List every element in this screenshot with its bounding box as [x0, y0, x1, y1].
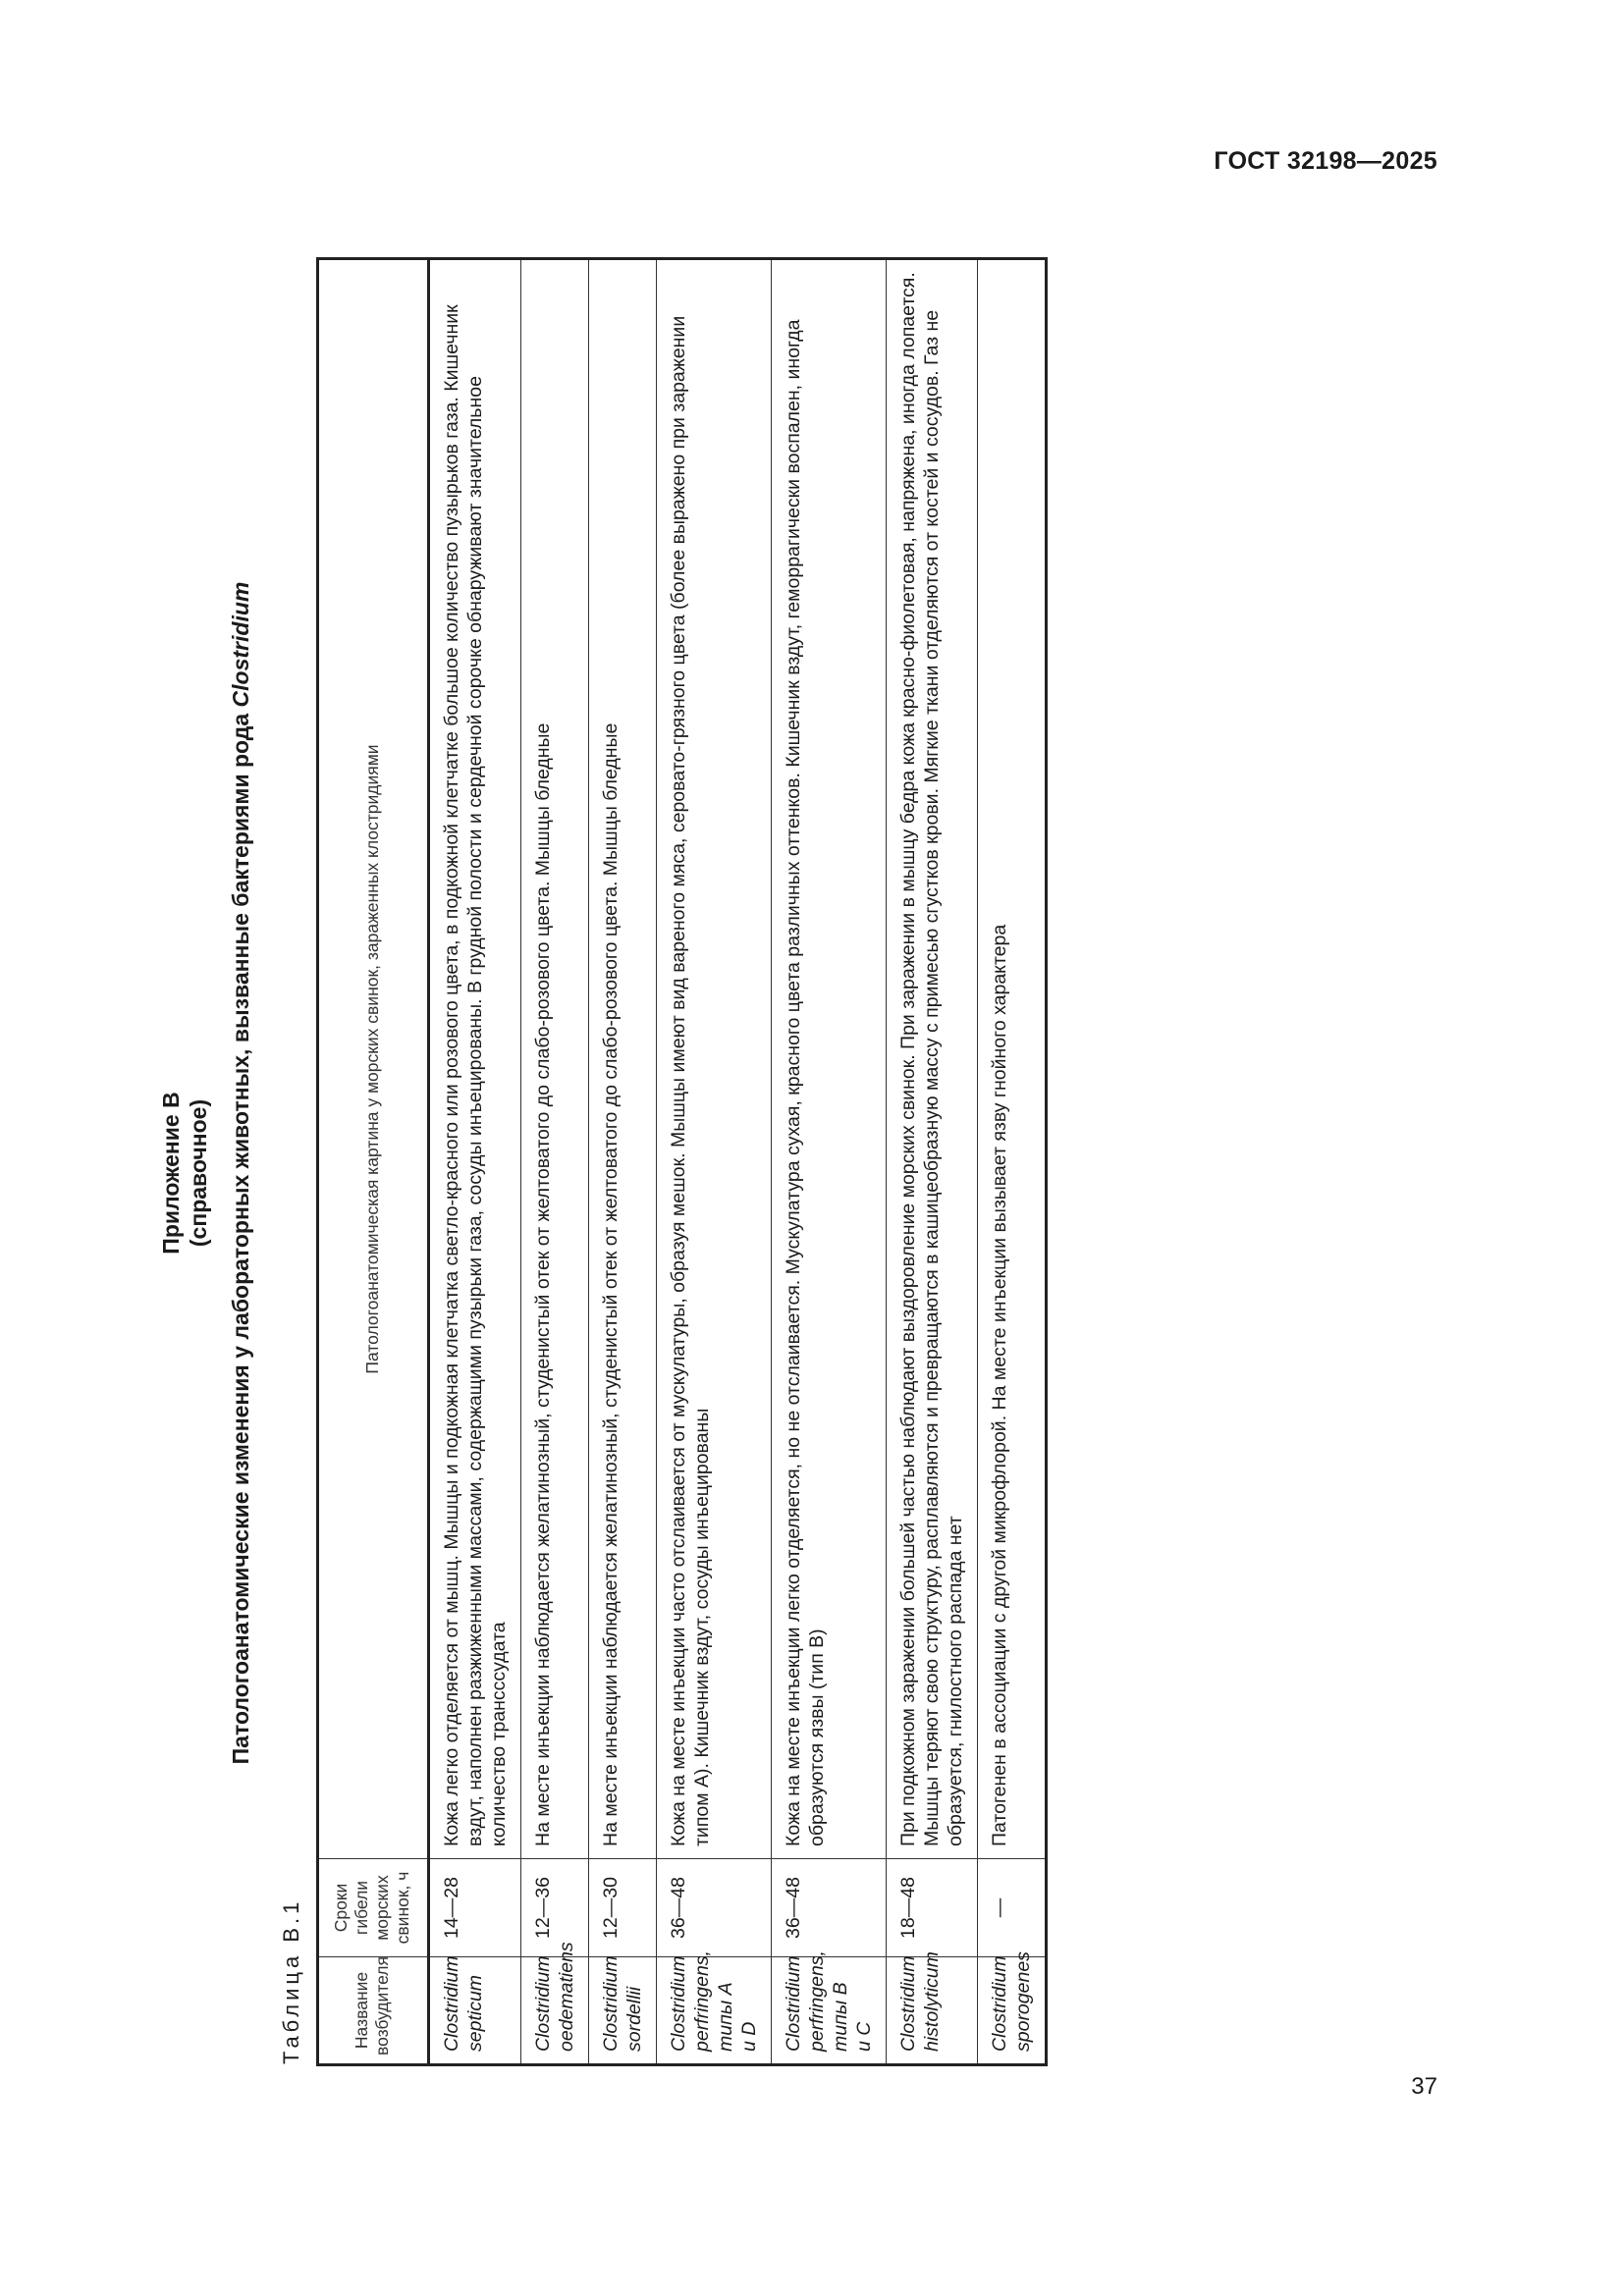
document-code: ГОСТ 32198—2025	[1214, 147, 1437, 175]
table-row	[887, 259, 978, 2065]
pathogen-cell: Clostridium septicum	[429, 1957, 521, 2065]
hours-cell: 18—48	[887, 1859, 978, 1957]
pathogen-cell: Clostridium histolyticum	[887, 1957, 978, 2065]
hours-cell: 36—48	[657, 1859, 772, 1957]
header-pathology: Патологоанатомическая картина у морских свинок, зараженных клостридиями	[318, 259, 429, 1859]
description-cell: Кожа легко отделяется от мышц. Мышцы и подкожная клетчатка светло-красного или розового цвета, в подкожной клетчатке большое количество пузырьков газа. Кишечник вздут, наполнен разжиженными массами, содержащими пузырьки газа, сосуды инъецированы. В грудной полости и сердечной сорочке обнаруживают значительное количество трансссудата	[429, 259, 521, 1859]
rotated-content	[157, 260, 1100, 2086]
description-cell: При подкожном заражении большей частью наблюдают выздоровление морских свинок. При заражении в мышцу бедра кожа красно-фиолетовая, напряжена, иногда лопается. Мышцы теряют свою структуру, расплавляются и превращаются в кашицеобразную массу с примесью сгустков крови. Мягкие ткани отделяются от костей и сосудов. Газ не образуется, гнилостного распада нет	[887, 259, 978, 1859]
description-cell: На месте инъекции наблюдается желатинозный, студенистый отек от желтоватого до слабо-розового цвета. Мышцы бледные	[521, 259, 589, 1859]
pathogen-cell: Clostridium perfringens, типы А и D	[657, 1957, 772, 2065]
header-death-time: Сроки гибели морских свинок, ч	[318, 1859, 429, 1957]
header-pathogen: Название возбудителя	[318, 1957, 429, 2065]
table-row	[521, 259, 589, 2065]
title-text: Патологоанатомические изменения у лабораторных животных, вызванные бактериями рода	[228, 713, 253, 1765]
table-row	[772, 259, 887, 2065]
hours-cell: 36—48	[772, 1859, 887, 1957]
description-cell: На месте инъекции наблюдается желатинозный, студенистый отек от желтоватого до слабо-розового цвета. Мышцы бледные	[589, 259, 657, 1859]
appendix-heading	[157, 260, 212, 2086]
pathogen-cell: Clostridium oedematiens	[521, 1957, 589, 2065]
description-cell: Кожа на месте инъекции легко отделяется, но не отслаивается. Мускулатура сухая, красного цвета различных оттенков. Кишечник вздут, геморрагически воспален, иногда образуются язвы (тип В)	[772, 259, 887, 1859]
appendix-title: Приложение В	[158, 1092, 184, 1255]
hours-cell: 12—36	[521, 1859, 589, 1957]
page-number: 37	[1411, 2073, 1437, 2100]
table-row	[589, 259, 657, 2065]
table-label: Таблица В.1	[279, 1897, 303, 2064]
table-header-row	[318, 259, 429, 2065]
description-cell: Патогенен в ассоциации с другой микрофлорой. На месте инъекции вызывает язву гнойного характера	[978, 259, 1047, 1859]
hours-cell: —	[978, 1859, 1047, 1957]
hours-cell: 14—28	[429, 1859, 521, 1957]
pathogen-cell: Clostridium sporogenes	[978, 1957, 1047, 2065]
pathology-table	[316, 257, 1048, 2066]
description-cell: Кожа на месте инъекции часто отслаивается от мускулатуры, образуя мешок. Мышцы имеют вид вареного мяса, серовато-грязного цвета (более выражено при заражении типом А). Кишечник вздут, сосуды инъецированы	[657, 259, 772, 1859]
pathogen-cell: Clostridium sordellii	[589, 1957, 657, 2065]
title-genus: Clostridium	[228, 581, 253, 708]
hours-cell: 12—30	[589, 1859, 657, 1957]
document-title	[228, 260, 254, 2086]
pathogen-cell: Clostridium perfringens, типы В и С	[772, 1957, 887, 2065]
appendix-subtitle: (справочное)	[186, 1098, 211, 1248]
table-row	[978, 259, 1047, 2065]
table-row	[429, 259, 521, 2065]
table-row	[657, 259, 772, 2065]
